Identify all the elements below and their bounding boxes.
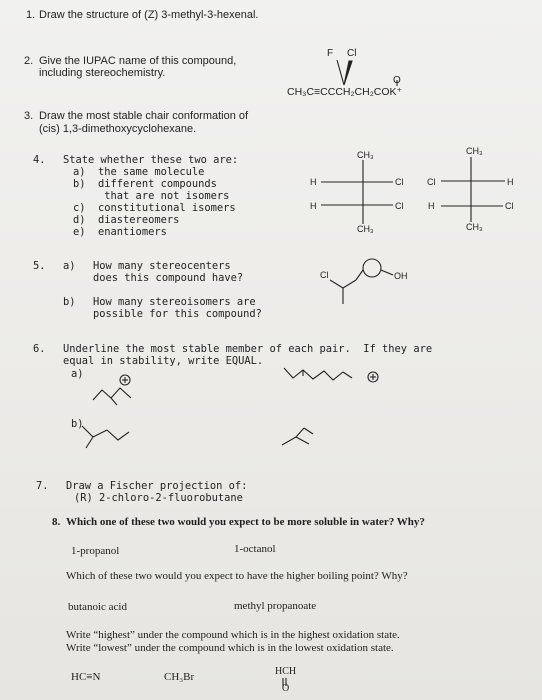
q3-line2: (cis) 1,3-dimethoxycyclohexane. — [39, 123, 197, 135]
q5-mol-oh: OH — [394, 271, 408, 281]
q5-a-label: a) — [63, 260, 76, 272]
q8-number: 8. — [52, 516, 61, 528]
q8-choice-methyl-propanoate: methyl propanoate — [234, 600, 317, 612]
q5-b-label: b) — [63, 296, 76, 308]
q6-number: 6. — [33, 343, 46, 355]
q2-oxygen: O — [393, 75, 401, 86]
fischer2-right1: H — [507, 177, 514, 187]
q6-a-label: a) — [71, 368, 84, 380]
fischer1-left2: H — [310, 201, 317, 211]
q1-number: 1. — [26, 9, 36, 21]
q8-formaldehyde-bond — [283, 678, 286, 686]
fischer2-top: CH₃ — [466, 146, 483, 156]
fischer2-left2: H — [428, 201, 435, 211]
q6b-right-structure — [282, 428, 313, 445]
fischer1-right1: Cl — [395, 177, 404, 187]
q4-option-b: b) different compounds — [73, 178, 217, 190]
q4-option-a: a) the same molecule — [73, 166, 205, 178]
q2-number: 2. — [24, 55, 34, 67]
q5-b-line2: possible for this compound? — [93, 308, 262, 320]
q6-line2: equal in stability, write EQUAL. — [63, 355, 264, 367]
q4-intro: State whether these two are: — [63, 154, 239, 166]
q7-line1: Draw a Fischer projection of: — [66, 480, 248, 492]
q8-question1: Which one of these two would you expect to be more soluble in water? Why? — [66, 516, 425, 528]
q7-line2: (R) 2-chloro-2-fluorobutane — [74, 492, 243, 504]
fischer2-left1: Cl — [427, 177, 436, 187]
q5-b-line1: How many stereoisomers are — [93, 296, 256, 308]
q4-number: 4. — [33, 154, 46, 166]
q8-write-lowest: Write “lowest” under the compound which is in the lowest oxidation state. — [66, 642, 394, 654]
q8-formula-hcn: HC≡N — [71, 671, 101, 683]
fischer2-bottom: CH₃ — [466, 222, 483, 232]
q5-number: 5. — [33, 260, 46, 272]
q6a-left-structure — [93, 375, 131, 405]
q5-a-line1: How many stereocenters — [93, 260, 231, 272]
q2-chloro: Cl — [347, 48, 357, 59]
fischer1-right2: Cl — [395, 201, 404, 211]
q6b-left-structure — [82, 426, 129, 448]
q2-stereocenter-bonds — [337, 60, 397, 86]
q6-line1: Underline the most stable member of each pair. If they are — [63, 343, 433, 355]
q8-write-highest: Write “highest” under the compound which is in the highest oxidation state. — [66, 629, 400, 641]
q5-a-line2: does this compound have? — [93, 272, 244, 284]
q8-formula-ch3br: CH₃Br — [164, 671, 195, 683]
q8-choice-1-octanol: 1-octanol — [234, 543, 276, 555]
q2-line1: Give the IUPAC name of this compound, — [39, 55, 237, 67]
fischer1-bottom: CH₃ — [357, 224, 374, 234]
fischer1-lines — [321, 160, 393, 224]
q6a-right-structure — [284, 368, 378, 382]
q5-mol-cl: Cl — [320, 270, 329, 280]
q8-choice-butanoic-acid: butanoic acid — [68, 601, 127, 613]
q4-option-c: c) constitutional isomers — [73, 202, 236, 214]
q7-number: 7. — [36, 480, 49, 492]
q2-line2: including stereochemistry. — [39, 67, 166, 79]
q2-fluoro: F — [327, 48, 334, 59]
q4-option-d: d) diastereomers — [73, 214, 180, 226]
q8-choice-1-propanol: 1-propanol — [71, 545, 120, 557]
fischer2-right2: Cl — [505, 201, 514, 211]
q8-formaldehyde-oxygen: O — [282, 683, 290, 694]
fischer1-top: CH₃ — [357, 150, 374, 160]
q3-line1: Draw the most stable chair conformation of — [39, 110, 249, 122]
q4-option-b-cont: that are not isomers — [73, 190, 230, 202]
q1-text: Draw the structure of (Z) 3-methyl-3-hexenal. — [39, 9, 259, 21]
q8-question2: Which of these two would you expect to have the higher boiling point? Why? — [66, 570, 408, 582]
q3-number: 3. — [24, 110, 34, 122]
fischer1-left1: H — [310, 177, 317, 187]
q2-formula: CH₃C≡CCCH₂CH₂COK⁺ — [287, 86, 403, 98]
q5-molecule-skeleton — [330, 259, 393, 304]
fischer2-lines — [441, 157, 505, 222]
q6-b-label: b) — [71, 418, 84, 430]
q4-option-e: e) enantiomers — [73, 226, 167, 238]
q8-formula-formaldehyde: HCH — [275, 666, 297, 677]
